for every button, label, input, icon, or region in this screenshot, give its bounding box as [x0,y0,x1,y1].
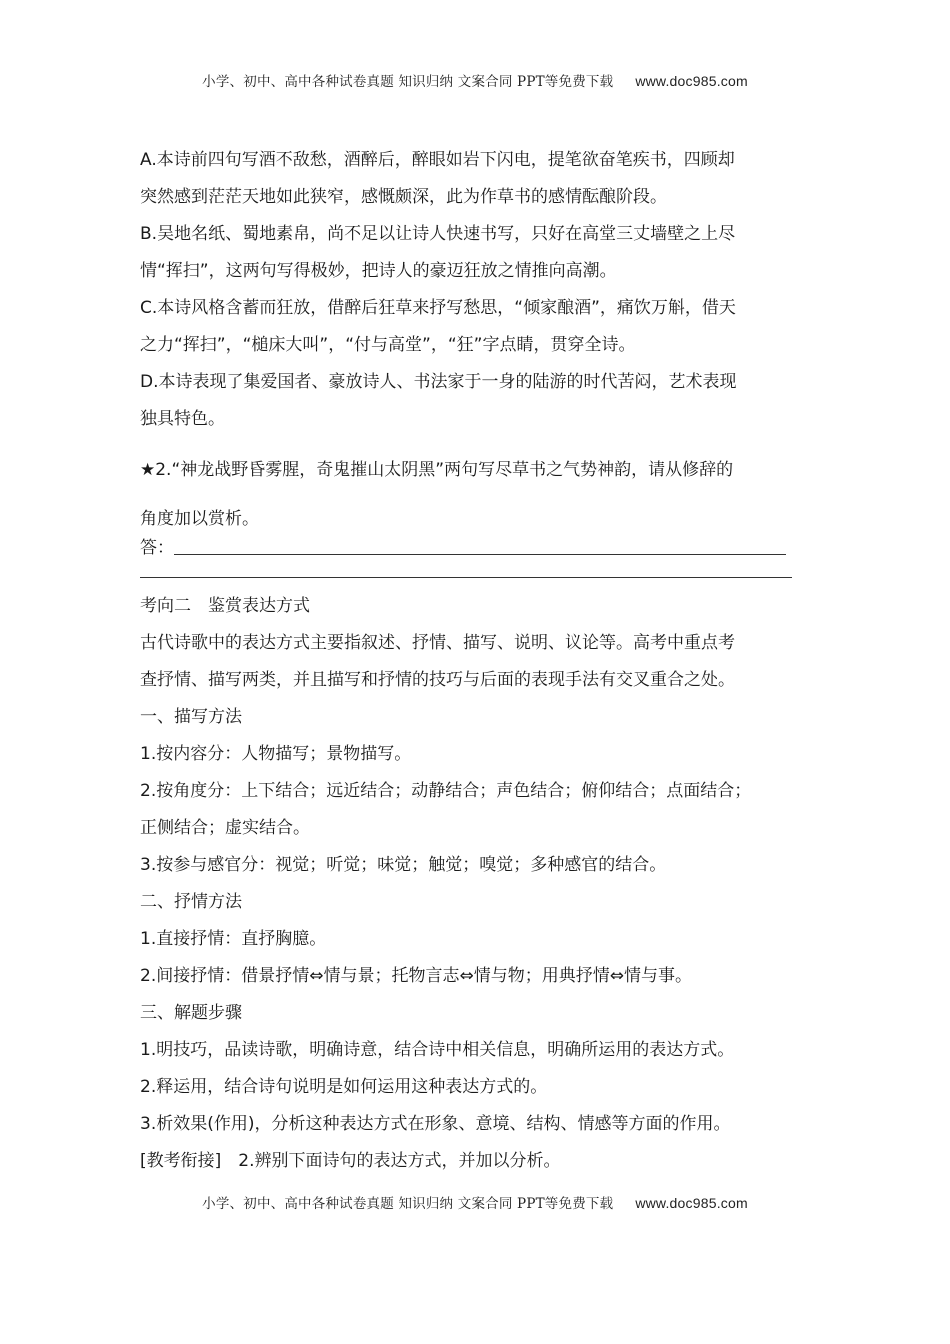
option-c-line-2: 之力“挥扫”，“槌床大叫”，“付与高堂”，“狂”字点睛，贯穿全诗。 [140,335,636,355]
option-d-line-2: 独具特色。 [140,409,225,429]
footer-site-link[interactable]: www.doc985.com [635,1195,748,1211]
lyric-item-2: 2.间接抒情：借景抒情⇔情与景；托物言志⇔情与物；用典抒情⇔情与事。 [140,966,692,986]
page-header [0,70,950,90]
question-2-line-2: 角度加以赏析。 [140,509,259,529]
lyric-method-title: 二、抒情方法 [140,892,242,912]
option-d [140,364,820,438]
option-b-line-2: 情“挥扫”，这两句写得极妙，把诗人的豪迈狂放之情推向高潮。 [140,261,617,281]
answer-label: 答： [140,538,174,558]
step-2: 2.释运用，结合诗句说明是如何运用这种表达方式的。 [140,1077,548,1097]
lyric-item-1: 1.直接抒情：直抒胸臆。 [140,929,327,949]
teaching-link: [教考衔接] 2.辨别下面诗句的表达方式，并加以分析。 [140,1151,561,1171]
section-2-title: 考向二 鉴赏表达方式 [140,596,310,616]
option-b-line-1: B.吴地名纸、蜀地素帛，尚不足以让诗人快速书写，只好在高堂三丈墙壁之上尽 [140,224,736,244]
option-b [140,216,820,290]
step-1: 1.明技巧，品读诗歌，明确诗意，结合诗中相关信息，明确所运用的表达方式。 [140,1040,735,1060]
answer-row [140,533,820,563]
describe-item-3: 3.按参与感官分：视觉；听觉；味觉；触觉；嗅觉；多种感官的结合。 [140,855,667,875]
question-2-line-1: ★2.“神龙战野昏雾腥，奇鬼摧山太阴黑”两句写尽草书之气势神韵，请从修辞的 [140,460,734,480]
section-2-intro-line-2: 查抒情、描写两类，并且描写和抒情的技巧与后面的表现手法有交叉重合之处。 [140,670,735,690]
describe-item-1: 1.按内容分：人物描写；景物描写。 [140,744,412,764]
describe-item-2: 2.按角度分：上下结合；远近结合；动静结合；声色结合；俯仰结合；点面结合； [140,781,752,801]
option-c-line-1: C.本诗风格含蓄而狂放，借醉后狂草来抒写愁思，“倾家酿酒”，痛饮万斛，借天 [140,298,736,318]
header-site-link[interactable]: www.doc985.com [635,73,748,89]
steps-title: 三、解题步骤 [140,1003,242,1023]
footer-text: 小学、初中、高中各种试卷真题 知识归纳 文案合同 PPT等免费下载 [202,1196,614,1212]
section-2-intro-line-1: 古代诗歌中的表达方式主要指叙述、抒情、描写、说明、议论等。高考中重点考 [140,633,735,653]
option-a-line-2: 突然感到茫茫天地如此狭窄，感慨颇深，此为作草书的感情酝酿阶段。 [140,187,667,207]
answer-line-2[interactable] [140,563,792,578]
option-a-line-1: A.本诗前四句写酒不敌愁，酒醉后，醉眼如岩下闪电，提笔欲奋笔疾书，四顾却 [140,150,735,170]
describe-method-title: 一、描写方法 [140,707,242,727]
option-c [140,290,820,364]
answer-line-1[interactable] [174,536,786,555]
option-a [140,142,820,216]
main-content [140,142,820,1180]
option-d-line-1: D.本诗表现了集爱国者、豪放诗人、书法家于一身的陆游的时代苦闷，艺术表现 [140,372,737,392]
header-text: 小学、初中、高中各种试卷真题 知识归纳 文案合同 PPT等免费下载 [202,74,614,90]
describe-item-2-cont: 正侧结合；虚实结合。 [140,818,310,838]
page-footer [0,1192,950,1212]
step-3: 3.析效果(作用)，分析这种表达方式在形象、意境、结构、情感等方面的作用。 [140,1114,731,1134]
